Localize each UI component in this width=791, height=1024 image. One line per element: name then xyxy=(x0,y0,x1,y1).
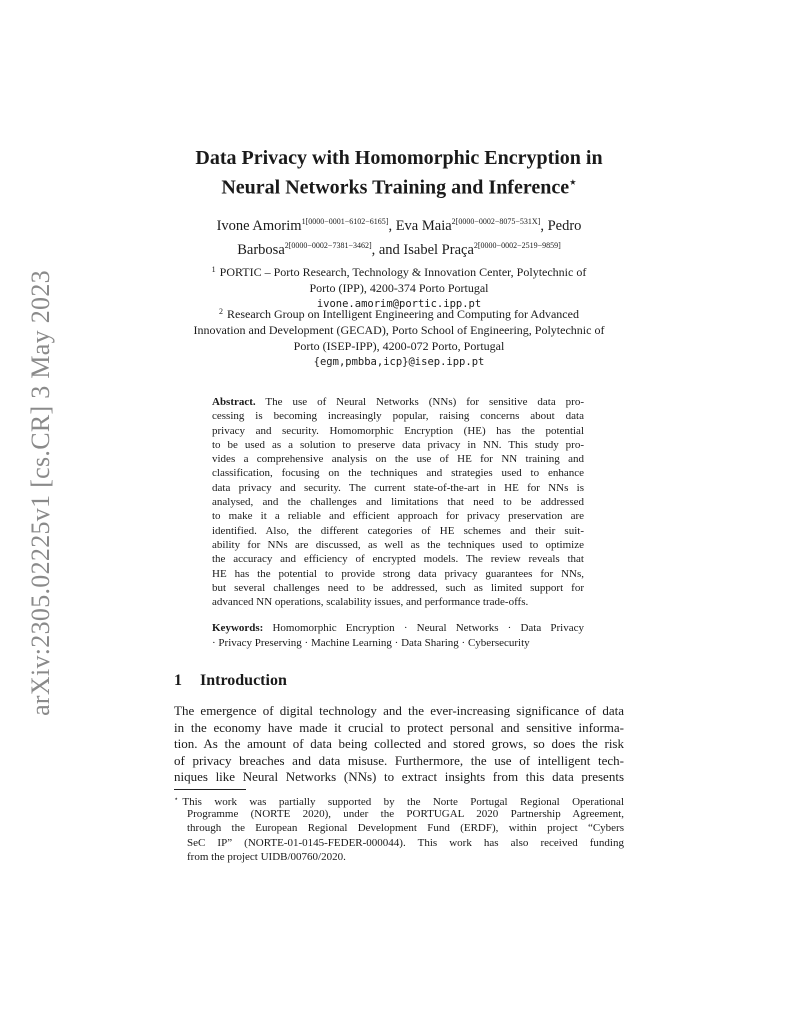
author-amorim: Ivone Amorim xyxy=(216,218,302,234)
intro-line: The emergence of digital technology and the ever-increasing significance of data xyxy=(174,703,624,718)
affiliation-1-line-1 xyxy=(170,262,628,280)
abstract-line-text: The use of Neural Networks (NNs) for sensitive data pro- xyxy=(255,396,584,408)
title-footnote-mark: ⋆ xyxy=(569,175,577,189)
section-title: Introduction xyxy=(200,672,287,689)
abstract xyxy=(212,395,584,609)
abstract-line: advanced NN operations, scalability issues, and performance trade-offs. xyxy=(212,596,529,609)
author-line-2 xyxy=(174,236,624,260)
abstract-line: analysed, and the challenges and limitations that need to be addressed xyxy=(212,496,584,509)
footnote-line: Programme (NORTE 2020), under the PORTUGAL 2020 Partnership Agreement, xyxy=(187,807,624,820)
keywords-line-1 xyxy=(212,621,584,636)
affiliation-2-line-3: Porto (ISEP-IPP), 4200-072 Porto, Portugal xyxy=(293,339,505,353)
orcid-praca: 2[0000−0002−2519−9859] xyxy=(473,241,561,250)
footnote-line: through the European Regional Development Fund (ERDF), within project “Cybers xyxy=(187,822,624,834)
orcid-maia: 2[0000−0002−8075−531X] xyxy=(451,217,541,226)
paper-title xyxy=(174,146,624,200)
footnote-line xyxy=(174,792,624,807)
abstract-line xyxy=(212,395,584,409)
abstract-line: identified. Also, the different categories of HE schemes and their suit- xyxy=(212,524,584,537)
author-barbosa: Barbosa xyxy=(237,242,285,258)
orcid-amorim: 1[0000−0001−6102−6165] xyxy=(301,217,389,226)
affiliation-2-line-1 xyxy=(170,304,628,322)
abstract-line: ability for NNs are discussed, as well as the techniques used to optimize xyxy=(212,538,584,551)
abstract-line: the accuracy and efficiency of encrypted models. The review reveals that xyxy=(212,553,584,566)
footnote-line-text: This work was partially supported by the Norte Portugal Regional Operational xyxy=(182,796,624,808)
affiliation-1-text: PORTIC – Porto Research, Technology & Innovation Center, Polytechnic of xyxy=(219,265,587,279)
footnote-line: from the project UIDB/00760/2020. xyxy=(187,851,346,863)
abstract-line: to make it a reliable and efficient approach for privacy preservation are xyxy=(212,510,584,523)
affiliation-2-line-2: Innovation and Development (GECAD), Porto School of Engineering, Polytechnic of xyxy=(193,323,605,337)
author-line-1 xyxy=(174,212,624,236)
title-line-1: Data Privacy with Homomorphic Encryption in xyxy=(195,147,603,169)
affiliation-1-number: 1 xyxy=(211,265,216,274)
abstract-line: classification, focusing on the techniques and strategies used to enhance xyxy=(212,467,584,480)
footnote xyxy=(174,792,624,865)
affiliation-1-email[interactable]: ivone.amorim@portic.ipp.pt xyxy=(316,298,482,310)
title-line-2-text: Neural Networks Training and Inference xyxy=(221,176,570,199)
abstract-line: cessing is becoming increasingly popular, raising concerns about data xyxy=(212,410,584,423)
abstract-line: privacy and security. Homomorphic Encryption (HE) has the potential xyxy=(212,424,584,437)
affiliation-2-text: Research Group on Intelligent Engineering and Computing for Advanced xyxy=(227,307,579,321)
author-maia: , Eva Maia xyxy=(388,218,452,234)
footnote-divider xyxy=(174,789,246,790)
arxiv-sidebar-stamp xyxy=(20,270,62,716)
keywords-label: Keywords: xyxy=(212,622,264,634)
intro-paragraph xyxy=(174,703,624,786)
intro-line: niques like Neural Networks (NNs) to extract insights from this data presents xyxy=(174,769,624,784)
intro-line: of privacy breaches and data misuse. Furthermore, the use of intelligent tech- xyxy=(174,752,624,768)
footnote-mark: ⋆ xyxy=(174,795,179,803)
footnote-line: SeC IP” (NORTE-01-0145-FEDER-000044). This work has also received funding xyxy=(187,836,624,849)
abstract-line: vides a comprehensive analysis on the use of HE for NN training and xyxy=(212,453,584,466)
author-praca: , and Isabel Praça xyxy=(371,242,474,258)
keywords-text-1: Homomorphic Encryption · Neural Networks · Data Privacy xyxy=(263,622,584,634)
title-line-2 xyxy=(174,170,624,200)
intro-line: in the economy have made it crucial to protect personal and sensitive informa- xyxy=(174,719,624,735)
affiliation-1-line-2: Porto (IPP), 4200-374 Porto Portugal xyxy=(309,281,489,295)
affiliation-2 xyxy=(170,304,628,370)
affiliation-2-number: 2 xyxy=(219,307,224,316)
arxiv-identifier: arXiv:2305.02225v1 [cs.CR] 3 May 2023 xyxy=(26,270,55,716)
abstract-line: data privacy and security. The current state-of-the-art in HE for NNs is xyxy=(212,481,584,494)
orcid-barbosa: 2[0000−0002−7381−3462] xyxy=(284,241,372,250)
affiliation-2-email[interactable]: {egm,pmbba,icp}@isep.ipp.pt xyxy=(313,356,485,368)
keywords xyxy=(212,621,584,650)
intro-line: tion. As the amount of data being collected and stored grows, so does the risk xyxy=(174,736,624,751)
abstract-line: to be used as a solution to preserve data privacy in NN. This study pro- xyxy=(212,438,584,451)
abstract-line: HE has the potential to provide strong data privacy guarantees for NNs, xyxy=(212,567,584,580)
abstract-line: but several challenges need to be addressed, such as limited support for xyxy=(212,581,584,594)
abstract-label: Abstract. xyxy=(212,396,256,408)
section-number: 1 xyxy=(174,672,182,689)
keywords-line-2: · Privacy Preserving · Machine Learning · Data Sharing · Cybersecurity xyxy=(212,636,530,649)
author-list xyxy=(174,212,624,260)
author-pedro: , Pedro xyxy=(540,218,582,234)
section-heading xyxy=(174,672,287,690)
